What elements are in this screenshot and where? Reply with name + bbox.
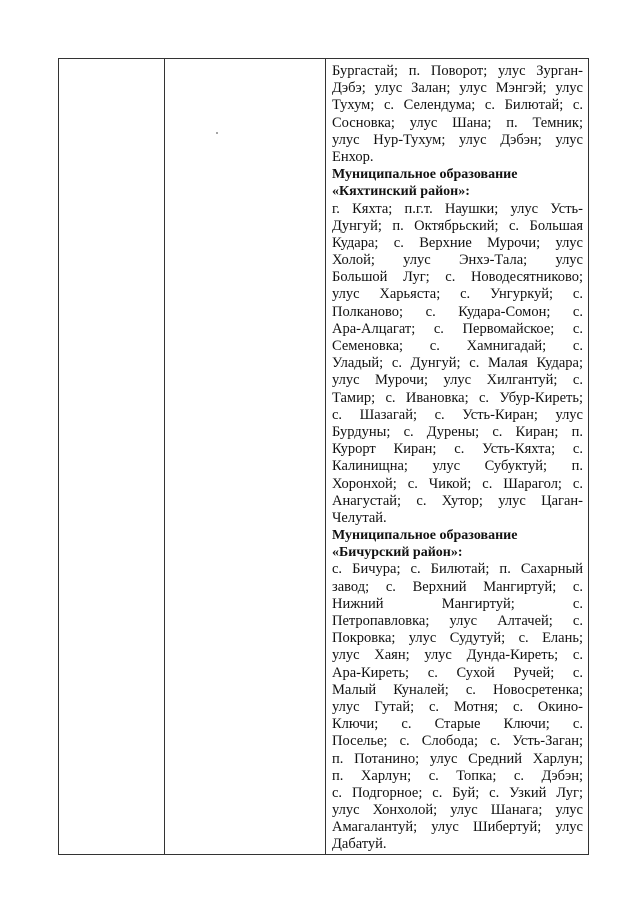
text-line: с. Подгорное; с. Буй; с. Узкий Луг;: [332, 784, 583, 801]
text-line: Тамир; с. Ивановка; с. Убур-Киреть;: [332, 389, 583, 406]
scan-artifact-dot: [216, 132, 218, 134]
text-line: с. Шазагай; с. Усть-Киран; улус: [332, 406, 583, 423]
text-line: Амагалантуй; улус Шибертуй; улус: [332, 819, 583, 836]
text-line: Полканово; с. Кудара-Сомон; с.: [332, 303, 583, 320]
text-line: с. Бичура; с. Билютай; п. Сахарный: [332, 561, 583, 578]
text-line: Курорт Киран; с. Усть-Кяхта; с.: [332, 441, 583, 458]
text-line: Семеновка; с. Хамнигадай; с.: [332, 338, 583, 354]
text-line: Кудара; с. Верхние Мурочи; улус: [332, 234, 583, 251]
text-line: Анагустай; с. Хутор; улус Цаган-: [332, 492, 583, 509]
text-line: Петропавловка; улус Алтачей; с.: [332, 613, 583, 629]
text-line: Уладый; с. Дунгуй; с. Малая Кудара;: [332, 355, 583, 372]
section-heading-line: Муниципальное образование: [332, 167, 518, 183]
table-cell-number: [59, 59, 165, 855]
section-heading-line: «Кяхтинский район»:: [332, 184, 470, 200]
table-cell-settlements: [326, 59, 589, 855]
text-line: улус Мурочи; улус Хилгантуй; с.: [332, 372, 583, 389]
text-line: Поселье; с. Слобода; с. Усть-Заган;: [332, 733, 583, 750]
text-line: Калинищна; улус Субуктуй; п.: [332, 458, 583, 475]
text-line: п. Харлун; с. Топка; с. Дэбэн;: [332, 767, 583, 784]
text-line: Челутай.: [332, 509, 387, 526]
text-line: Дэбэ; улус Залан; улус Мэнгэй; улус: [332, 80, 583, 97]
text-line: улус Нур-Тухум; улус Дэбэн; улус: [332, 131, 583, 148]
text-line: Енхор.: [332, 148, 374, 165]
section-heading-line: Муниципальное образование: [332, 528, 518, 544]
text-line: Ключи; с. Старые Ключи; с.: [332, 716, 583, 733]
text-line: Холой; улус Энхэ-Тала; улус: [332, 252, 583, 269]
text-line: Бургастай; п. Поворот; улус Зурган-: [332, 63, 583, 79]
text-line: улус Хонхолой; улус Шанага; улус: [332, 802, 583, 819]
text-line: завод; с. Верхний Мангиртуй; с.: [332, 578, 583, 595]
text-line: Бурдуны; с. Дурены; с. Киран; п.: [332, 423, 583, 440]
text-line: Хоронхой; с. Чикой; с. Шарагол; с.: [332, 475, 583, 492]
table-cell-name: [165, 59, 326, 855]
text-line: улус Гутай; с. Мотня; с. Окино-: [332, 698, 583, 715]
text-line: улус Харьяста; с. Унгуркуй; с.: [332, 286, 583, 303]
text-line: Большой Луг; с. Новодесятниково;: [332, 269, 583, 286]
settlement-text: [332, 63, 583, 854]
text-line: г. Кяхта; п.г.т. Наушки; улус Усть-: [332, 200, 583, 217]
document-table: [58, 58, 589, 855]
text-line: улус Хаян; улус Дунда-Киреть; с.: [332, 647, 583, 664]
table-row: [59, 59, 589, 855]
text-line: Дунгуй; п. Октябрьский; с. Большая: [332, 217, 583, 234]
text-line: Покровка; улус Судутуй; с. Елань;: [332, 630, 583, 647]
text-line: Нижний Мангиртуй; с.: [332, 595, 583, 612]
text-line: Ара-Алцагат; с. Первомайское; с.: [332, 320, 583, 337]
text-line: Сосновка; улус Шана; п. Темник;: [332, 114, 583, 131]
text-line: Дабатуй.: [332, 836, 387, 853]
section-heading-line: «Бичурский район»:: [332, 545, 463, 561]
text-line: Ара-Киреть; с. Сухой Ручей; с.: [332, 664, 583, 681]
text-line: Малый Куналей; с. Новосретенка;: [332, 681, 583, 698]
text-line: п. Потанино; улус Средний Харлун;: [332, 750, 583, 767]
text-line: Тухум; с. Селендума; с. Билютай; с.: [332, 97, 583, 114]
